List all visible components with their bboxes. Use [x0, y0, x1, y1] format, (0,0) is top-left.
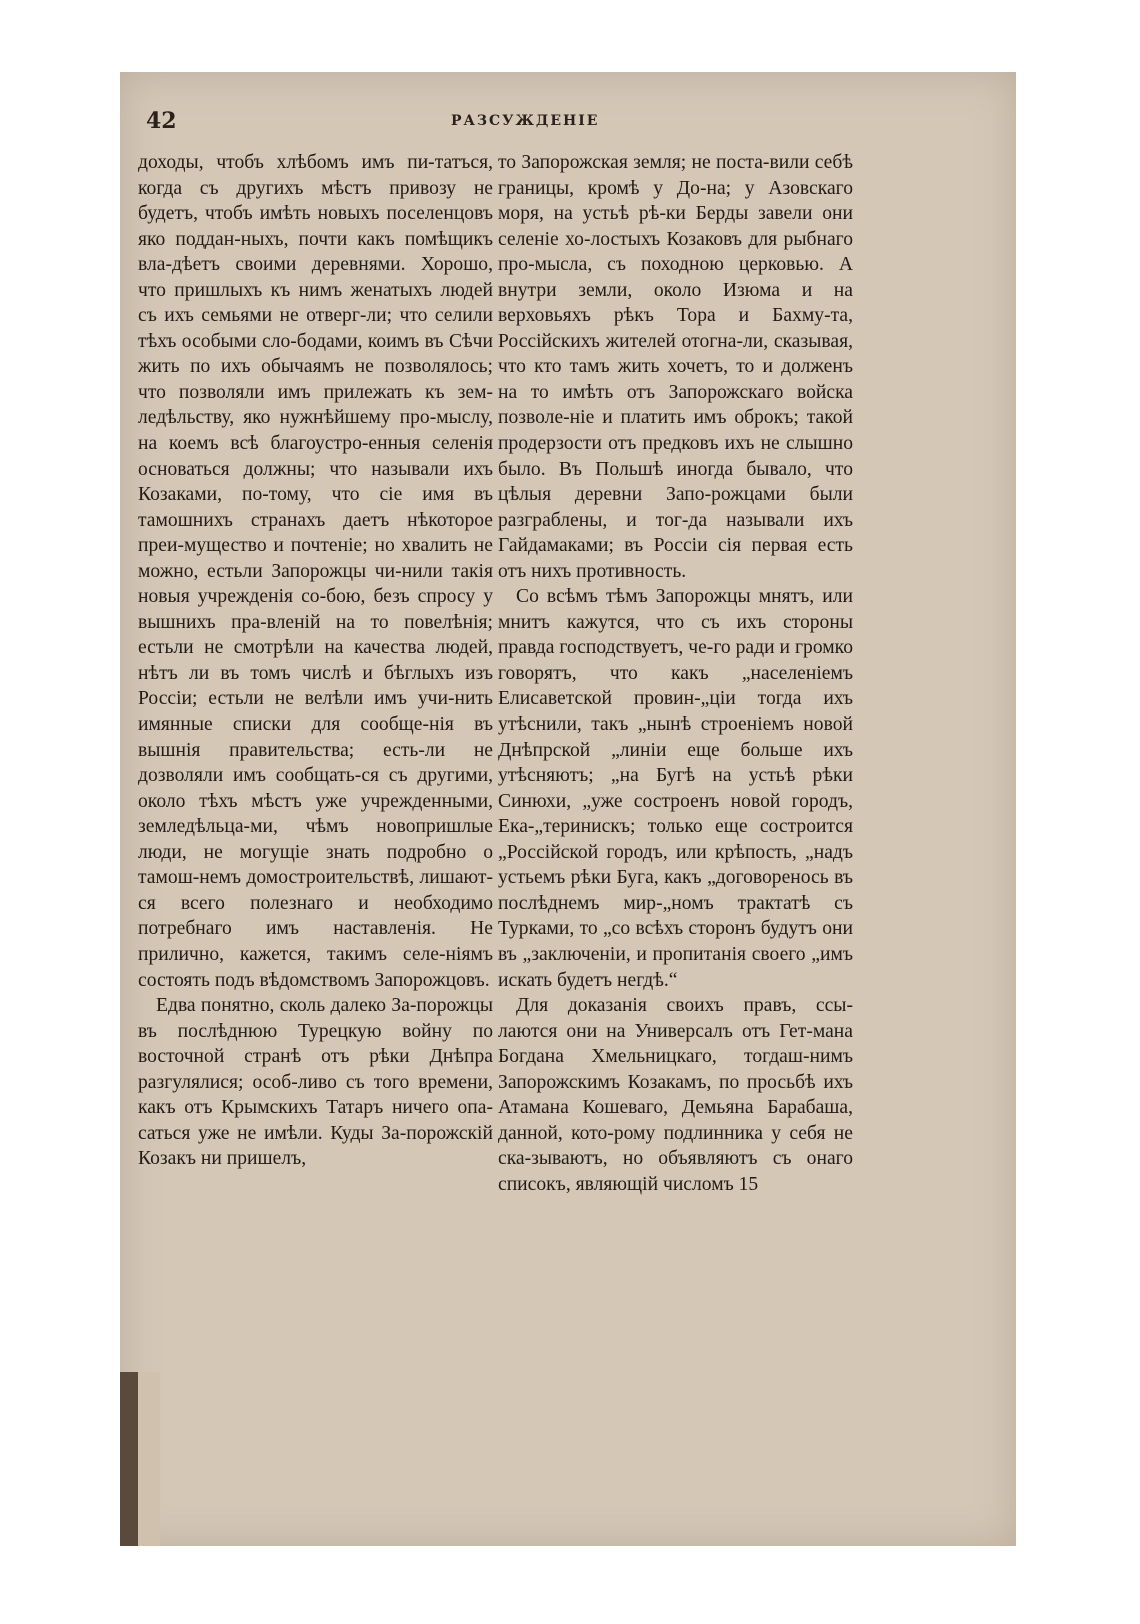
page-edge-shadow [120, 1372, 160, 1546]
page-header [146, 108, 726, 136]
running-head: РАЗСУЖДЕНІЕ [451, 113, 600, 129]
right-paragraph: то Запорожская земля; не поста-вили себѣ границы, кромѣ у До-на; у Азовскаго моря, на устьѣ рѣ-ки Берды завели они селеніе хо-лостыхъ Козаковъ для рыбнаго про-мысла, съ походною церковью. А внутри земли, около Изюма и на верховьяхъ рѣкъ Тора и Бахму-та, Россійскихъ жителей отогна-ли, сказывая, что кто тамъ жить хочетъ, то и долженъ на то имѣть отъ Запорожскаго войска позволе-ніе и платить имъ оброкъ; такой продерзости отъ предковъ ихъ не слышно было. Въ Польшѣ иногда бывало, что цѣлыя деревни Запо-рожцами были разграблены, и тог-да называли ихъ Гайдамаками; въ Россіи сія первая есть отъ нихъ противность. [498, 152, 853, 582]
left-paragraph: доходы, чтобъ хлѣбомъ имъ пи-татъся, когда съ другихъ мѣстъ привозу не будетъ, чтобъ имѣть новыхъ поселенцовъ яко поддан-ныхъ, почти какъ помѣщикъ вла-дѣетъ своими деревнями. Хорошо, что пришлыхъ къ нимъ женатыхъ людей съ ихъ семьями не отверг-ли; что селили тѣхъ особыми сло-бодами, коимъ въ Сѣчи жить по ихъ обычаямъ не позволялось; что позволяли имъ прилежать къ зем-ледѣльству, яко нужнѣйшему про-мыслу, на коемъ всѣ благоустро-енныя селенія основаться должны; что называли ихъ Козаками, по-тому, что сіе имя въ тамошнихъ странахъ даетъ нѣкоторое преи-мущество и почтеніе; но хвалить не можно, естьли Запорожцы чи-нили такія новыя учрежденія со-бою, безъ спросу у вышнихъ пра-вленій на то повелѣнія; естьли не смотрѣли на качества людей, нѣтъ ли въ томъ числѣ и бѣглыхъ изъ Россіи; естьли не велѣли имъ учи-нить имянные списки для сообще-нія въ вышнія правительства; есть-ли не дозволяли имъ сообщать-ся съ другими, около тѣхъ мѣстъ уже учрежденными, земледѣльца-ми, чѣмъ новопришлые люди, не могущіе знать подробно о тамош-немъ домостроительствѣ, лишают-ся всего полезнаго и необходимо потребнаго имъ наставленія. Не прилично, кажется, такимъ селе-ніямъ состоять подъ вѣдомствомъ Запорожцовъ. [138, 152, 493, 991]
right-paragraph: Со всѣмъ тѣмъ Запорожцы мнятъ, или мнитъ кажутся, что съ ихъ стороны правда господствуетъ, че-го ради и громко говорятъ, что какъ „населеніемъ Елисаветской провин-„ціи тогда ихъ утѣснили, такъ „нынѣ строеніемъ новой Днѣпрской „линіи еще больше ихъ утѣсняютъ; „на Бугѣ на устьѣ рѣки Синюхи, „уже состроенъ новой городъ, Ека-„теринискъ; только еще состроится „Россійской городъ, или крѣпость, „надъ устьемъ рѣки Буга, какъ „договоренось въ послѣднемъ мир-„номъ трактатѣ съ Турками, то „со всѣхъ сторонъ будутъ они въ „заключеніи, и пропитанія своего „имъ искать будетъ негдѣ.“ [498, 586, 853, 991]
right-column [498, 150, 853, 1197]
right-paragraph: Для доказанія своихъ правъ, ссы-лаются они на Универсалъ отъ Гет-мана Богдана Хмельницкаго, тогдаш-нимъ Запорожскимъ Козакамъ, по просьбѣ ихъ Атамана Кошеваго, Демьяна Барабаша, данной, кото-рому подлинника у себя не ска-зываютъ, но объявляютъ съ онаго списокъ, являющій числомъ 15 [498, 995, 853, 1195]
left-paragraph: Едва понятно, сколь далеко За-порожцы въ послѣднюю Турецкую войну по восточной странѣ отъ рѣки Днѣпра разгулялися; особ-ливо съ того времени, какъ отъ Крымскихъ Татаръ ничего опа-саться уже не имѣли. Куды За-порожскій Козакъ ни пришелъ, [138, 995, 493, 1170]
page-number: 42 [146, 108, 177, 134]
left-column [138, 150, 493, 1172]
